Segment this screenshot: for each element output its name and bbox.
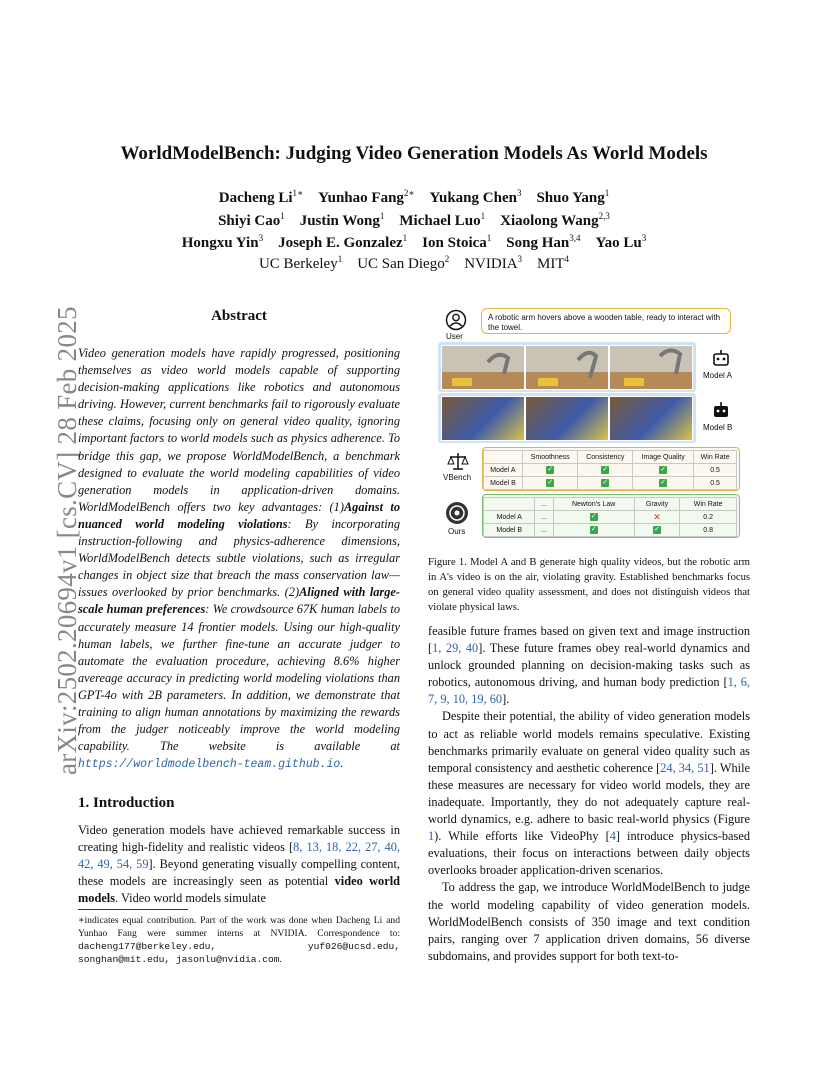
- affiliation-marker: 1: [604, 188, 610, 198]
- table-cell: [484, 498, 535, 511]
- abstract-body: [78, 345, 400, 773]
- table-row: [484, 477, 737, 490]
- abstract-text-1: Video generation models have rapidly progressed, positioning themselves as video world models capable of supporting decision-making applications like robotics and autonomous driving. However, current benchmarks fail to rigorously evaluate these claims, focusing only on general video quality, ignoring important factors to world models such as physics adherence. To bridge this gap, we propose WorldModelBench, a benchmark designed to evaluate the world modeling capabilities of video generation models in application-driven domains. WorldModelBench offers two key advantages: (1): [78, 346, 400, 514]
- table-cell: Smoothness: [522, 451, 578, 464]
- abstract-bold-1: Against to nuanced world modeling violations: [78, 499, 400, 531]
- table-row: [484, 464, 737, 477]
- intro-text-2: ]. Beyond generating visually compelling content, these models are increasingly seen as potential: [78, 857, 400, 889]
- model-b-frame-3: [609, 396, 693, 441]
- intro-bold-term: video world models: [78, 874, 400, 906]
- author-name: Michael Luo$^1$: [399, 211, 486, 229]
- model-a-label: Model A: [703, 371, 732, 380]
- user-icon: [445, 309, 467, 331]
- author-name: Yukang Chen$^3$: [429, 188, 522, 206]
- affiliation-marker: 1: [480, 211, 486, 221]
- affiliation: UC San Diego$^2$: [357, 254, 450, 272]
- arxiv-side-stamp: arXiv:2502.20694v1 [cs.CV] 28 Feb 2025: [52, 306, 82, 775]
- abstract-bold-2: Aligned with large-scale human preferences: [78, 585, 400, 617]
- ours-logo-icon: [445, 501, 469, 525]
- figure-1: [428, 305, 750, 545]
- affiliation-marker: 3: [641, 233, 647, 243]
- right-column-text: [428, 623, 750, 965]
- table-cell: [578, 464, 633, 477]
- check-icon: ✓: [602, 479, 609, 486]
- citation-link[interactable]: 4: [609, 829, 616, 844]
- affiliation-marker: 1∗: [292, 188, 304, 198]
- footnote-rule: [78, 909, 188, 910]
- author-name: Yao Lu$^3$: [595, 233, 647, 251]
- abstract-text-2: : By incorporating instruction-following and physics-adherence dimensions, WorldModelBench detects subtle violations, such as irregular changes in object size that breach the mass conservation law—issues overlooked by prior benchmarks. (2): [78, 516, 400, 600]
- affiliation-marker: 1: [337, 254, 343, 264]
- model-b-label: Model B: [703, 423, 733, 432]
- website-link[interactable]: https://worldmodelbench-team.github.io: [78, 758, 341, 772]
- table-cell: Gravity: [634, 498, 680, 511]
- author-name: Dacheng $Li^{1∗}$: [218, 188, 304, 206]
- affiliation-marker: 3,4: [569, 233, 581, 243]
- affiliation-marker: 1: [486, 233, 492, 243]
- author-name: Shuo Yang$^1$: [536, 188, 610, 206]
- affiliations: [0, 254, 828, 273]
- footnote-text: ∗indicates equal contribution. Part of the work was done when Dacheng Li and Yunhao Fang were summer interns at NVIDIA. Correspondence to:: [78, 915, 400, 939]
- abstract-text-3: : We crowdsource 67K human labels to accurately measure 14 frontier models. Using our high-quality human labels, we further fine-tune an accurate judger to automate the evaluation procedure, achieving 8.6% higher avereage accuracy in predicting world modeling violations than GPT-4o with 2B parameters. In addition, we demonstrate that training to align human annotations by maximizing the rewards from the judger noticeably improve the world modeling capability. The website is available at: [78, 602, 400, 754]
- right-text-5: ]. While these measures are necessary for video world models, they are inadequate. Importantly, they do not adequately capture real-world dynamics, e.g. adhere to basic real-world physics (Figure: [428, 760, 750, 827]
- author-name: Hongxu Yin$^3$: [181, 233, 264, 251]
- table-row: [484, 524, 737, 537]
- vbench-panel: [482, 447, 740, 491]
- authors-line-3: [0, 233, 828, 252]
- citation-link[interactable]: 24, 34, 51: [660, 760, 710, 775]
- intro-text-1: Video generation models have achieved remarkable success in creating high-fidelity and realistic videos [: [78, 823, 400, 855]
- author-name: Justin Wong$^1$: [299, 211, 385, 229]
- table-cell: 0.8: [680, 524, 737, 537]
- model-b-video-strip: [438, 393, 696, 443]
- table-cell: [522, 464, 578, 477]
- table-cell: 0.2: [680, 511, 737, 524]
- table-header-row: [484, 451, 737, 464]
- intro-text-3: . Video world models simulate: [115, 891, 266, 906]
- check-icon: ✓: [547, 466, 554, 473]
- check-icon: ✓: [547, 479, 554, 486]
- affiliation-marker: 1: [280, 211, 285, 221]
- right-text-6: ). While efforts like VideoPhy [: [434, 829, 610, 844]
- right-text-1: feasible future frames based on given text and image instruction [: [428, 624, 750, 656]
- abstract-end: .: [340, 756, 344, 771]
- table-cell: Model A: [484, 464, 523, 477]
- right-text-4: Despite their potential, the ability of video generation models to act as reliable world models remains speculative. Existing benchmarks primarily evaluate on general video quality such as temporal consistency and aesthetic coherence [: [428, 709, 750, 775]
- author-name: Ion Stoica$^1$: [422, 233, 492, 251]
- right-text-3: ].: [502, 692, 510, 707]
- table-cell: [633, 477, 694, 490]
- affiliation-marker: 1: [402, 233, 408, 243]
- ours-label: Ours: [448, 527, 466, 536]
- check-icon: ✓: [660, 479, 667, 486]
- table-cell: Image Quality: [633, 451, 694, 464]
- author-name: Song Han$^{3,4}$: [506, 233, 581, 251]
- table-cell: Newton's Law: [553, 498, 634, 511]
- right-paragraph-3: To address the gap, we introduce WorldModelBench to judge the world modeling capability of video generation models. WorldModelBench consists of 350 image and text condition pairs, ranging over 7 application driven domains, 56 diverse subdomains, and provides support for both text-to-: [428, 880, 750, 963]
- table-cell: [553, 511, 634, 524]
- author-name: Yunhao Fang$^{2∗}$: [318, 188, 415, 206]
- right-text-7: ] introduce physics-based evaluations, their focus on interactions between daily objects overlooks broader application-driven scenarios.: [428, 829, 750, 878]
- scale-icon: [447, 451, 469, 471]
- table-cell: [553, 524, 634, 537]
- check-icon: ✓: [590, 526, 597, 533]
- table-row: [484, 511, 737, 524]
- check-icon: ✓: [602, 466, 609, 473]
- footnote-end: .: [279, 954, 282, 965]
- robot-icon-model-b: [711, 400, 731, 420]
- paper-title: WorldModelBench: Judging Video Generation Models As World Models: [120, 143, 708, 164]
- footnote: [78, 914, 400, 966]
- robot-icon-model-a: [711, 348, 731, 368]
- table-header-row: [484, 498, 737, 511]
- citation-link[interactable]: 8, 13, 18, 22, 27, 40, 42, 49, 54, 59: [78, 840, 400, 872]
- robot-arm-illustration: [438, 342, 696, 392]
- section-heading-introduction: 1. Introduction: [78, 795, 175, 811]
- user-label: User: [446, 332, 463, 341]
- model-a-video-strip: [438, 342, 696, 392]
- prompt-box: A robotic arm hovers above a wooden table, ready to interact with the towel.: [481, 308, 731, 334]
- table-cell: Consistency: [578, 451, 633, 464]
- model-b-frame-1: [441, 396, 525, 441]
- table-cell: [578, 477, 633, 490]
- author-name: Joseph E. Gonzalez$^1$: [278, 233, 408, 251]
- table-cell: Win Rate: [680, 498, 737, 511]
- right-text-2: ]. These future frames obey real-world dynamics and unlock grounded planning on decision-making tasks such as robotics, autonomous driving, and human body prediction [: [428, 641, 751, 690]
- authors-line-2: [0, 211, 828, 230]
- model-b-frame-2: [525, 396, 609, 441]
- citation-link[interactable]: 1, 6, 7, 9, 10, 19, 60: [428, 675, 750, 707]
- citation-link[interactable]: 1, 29, 40: [432, 641, 479, 656]
- table-cell: Model B: [484, 477, 523, 490]
- table-cell: [522, 477, 578, 490]
- table-cell: Model B: [484, 524, 535, 537]
- author-name: Xiaolong Wang$^{2,3}$: [500, 211, 610, 229]
- table-cell: [634, 511, 680, 524]
- affiliation-marker: 3: [258, 233, 264, 243]
- vbench-label: VBench: [443, 473, 472, 482]
- table-cell: [633, 464, 694, 477]
- affiliation-marker: 3: [516, 188, 522, 198]
- affiliation-marker: 2: [444, 254, 450, 264]
- intro-paragraph: [78, 822, 400, 907]
- affiliation-marker: 4: [564, 254, 570, 264]
- check-icon: ✓: [654, 526, 660, 533]
- ours-table: [483, 497, 737, 537]
- cross-icon: ✕: [653, 511, 661, 522]
- table-cell: Model A: [484, 511, 535, 524]
- table-cell: 0.5: [694, 464, 737, 477]
- abstract-heading: Abstract: [211, 308, 267, 324]
- table-cell: ...: [535, 498, 553, 511]
- table-cell: 0.5: [694, 477, 737, 490]
- table-cell: [484, 451, 523, 464]
- authors-line-1: [0, 188, 828, 207]
- affiliation-marker: 2,3: [598, 211, 610, 221]
- footnote-emails: dacheng177@berkeley.edu, yuf026@ucsd.edu, songhan@mit.edu, jasonlu@nvidia.com: [78, 941, 400, 965]
- figure-ref-link[interactable]: 1: [428, 829, 435, 844]
- affiliation-marker: 2∗: [403, 188, 415, 198]
- affiliation-marker: 3: [517, 254, 523, 264]
- affiliation-marker: 1: [379, 211, 385, 221]
- table-cell: ...: [535, 524, 553, 537]
- check-icon: ✓: [590, 513, 597, 520]
- table-cell: [634, 524, 680, 537]
- affiliation: UC Berkeley$^1$: [258, 254, 343, 272]
- author-name: Shiyi Cao$^1$: [218, 211, 285, 229]
- figure-1-caption: Figure 1. Model A and B generate high quality videos, but the robotic arm in A's video is on the air, violating gravity. Established benchmarks focus on general video quality assessment, and does not distinguish videos that violate physical laws.: [428, 557, 750, 613]
- vbench-table: [483, 450, 737, 490]
- table-cell: ...: [535, 511, 553, 524]
- affiliation: MIT$^4$: [537, 254, 570, 272]
- ours-panel: [482, 494, 740, 538]
- affiliation: NVIDIA$^3$: [464, 254, 523, 272]
- table-cell: Win Rate: [694, 451, 737, 464]
- check-icon: ✓: [660, 466, 667, 473]
